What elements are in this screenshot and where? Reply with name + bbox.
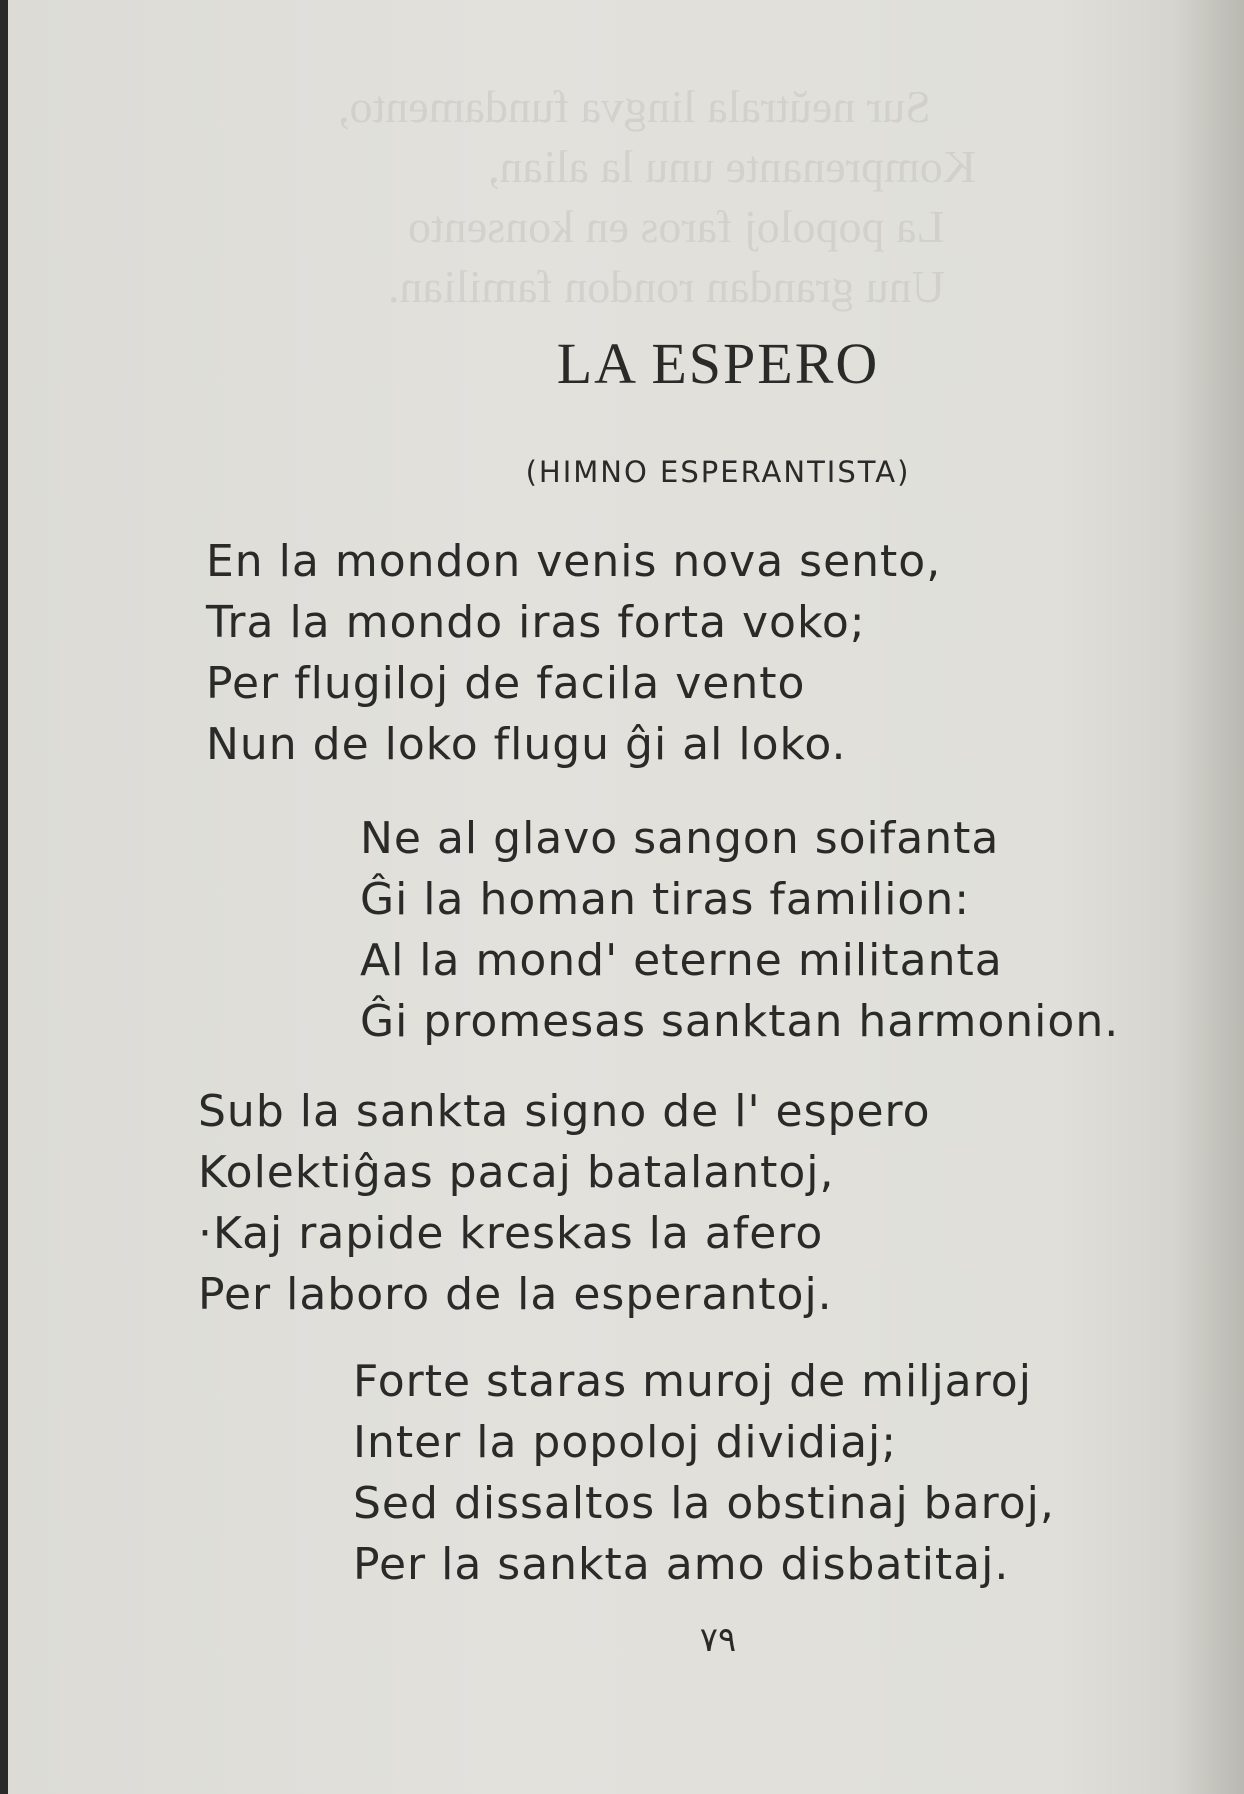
verse-line: En la mondon venis nova sento, [206,536,942,587]
bleed-through-text: Komprenante unu la alian, [488,141,976,192]
verse-line: Inter la popoloj dividiaj; [353,1417,898,1468]
stanza-2 [360,808,1119,1052]
page-number: ٧٩ [699,1620,737,1660]
verse-line: Per laboro de la esperantoj. [198,1269,833,1320]
stanza-3 [198,1081,931,1325]
verse-line: Per flugiloj de facila vento [206,658,806,709]
verse-line: Kolektiĝas pacaj batalantoj, [198,1147,835,1198]
verse-line: Ne al glavo sangon soifanta [360,813,1000,864]
verse-line: Nun de loko flugu ĝi al loko. [206,719,847,770]
verse-line: Per la sankta amo disbatitaj. [353,1539,1010,1590]
verse-line: Ĝi la homan tiras familion: [360,874,971,925]
verse-line: Sed dissaltos la obstinaj baroj, [353,1478,1055,1529]
verse-line: Al la mond' eterne militanta [360,935,1003,986]
verse-line: Ĝi promesas sanktan harmonion. [360,996,1120,1047]
stanza-4 [353,1351,1055,1595]
stanza-1 [206,531,941,775]
verse-line: Tra la mondo iras forta voko; [206,597,866,648]
verse-line: Forte staras muroj de miljaroj [353,1356,1032,1407]
page-edge-shadow [1174,0,1244,1794]
book-page [8,0,1244,1794]
poem-subtitle: (HIMNO ESPERANTISTA) [525,455,911,489]
verse-line: ·Kaj rapide kreskas la afero [198,1208,824,1259]
bleed-through-text: La popoloj faros en konsento [408,201,945,252]
poem-title: LA ESPERO [556,331,880,396]
bleed-through-text: Unu grandan rondon familian. [388,261,945,312]
verse-line: Sub la sankta signo de l' espero [198,1086,931,1137]
bleed-through-text: Sur neŭtrala lingva fundamento, [338,81,931,132]
